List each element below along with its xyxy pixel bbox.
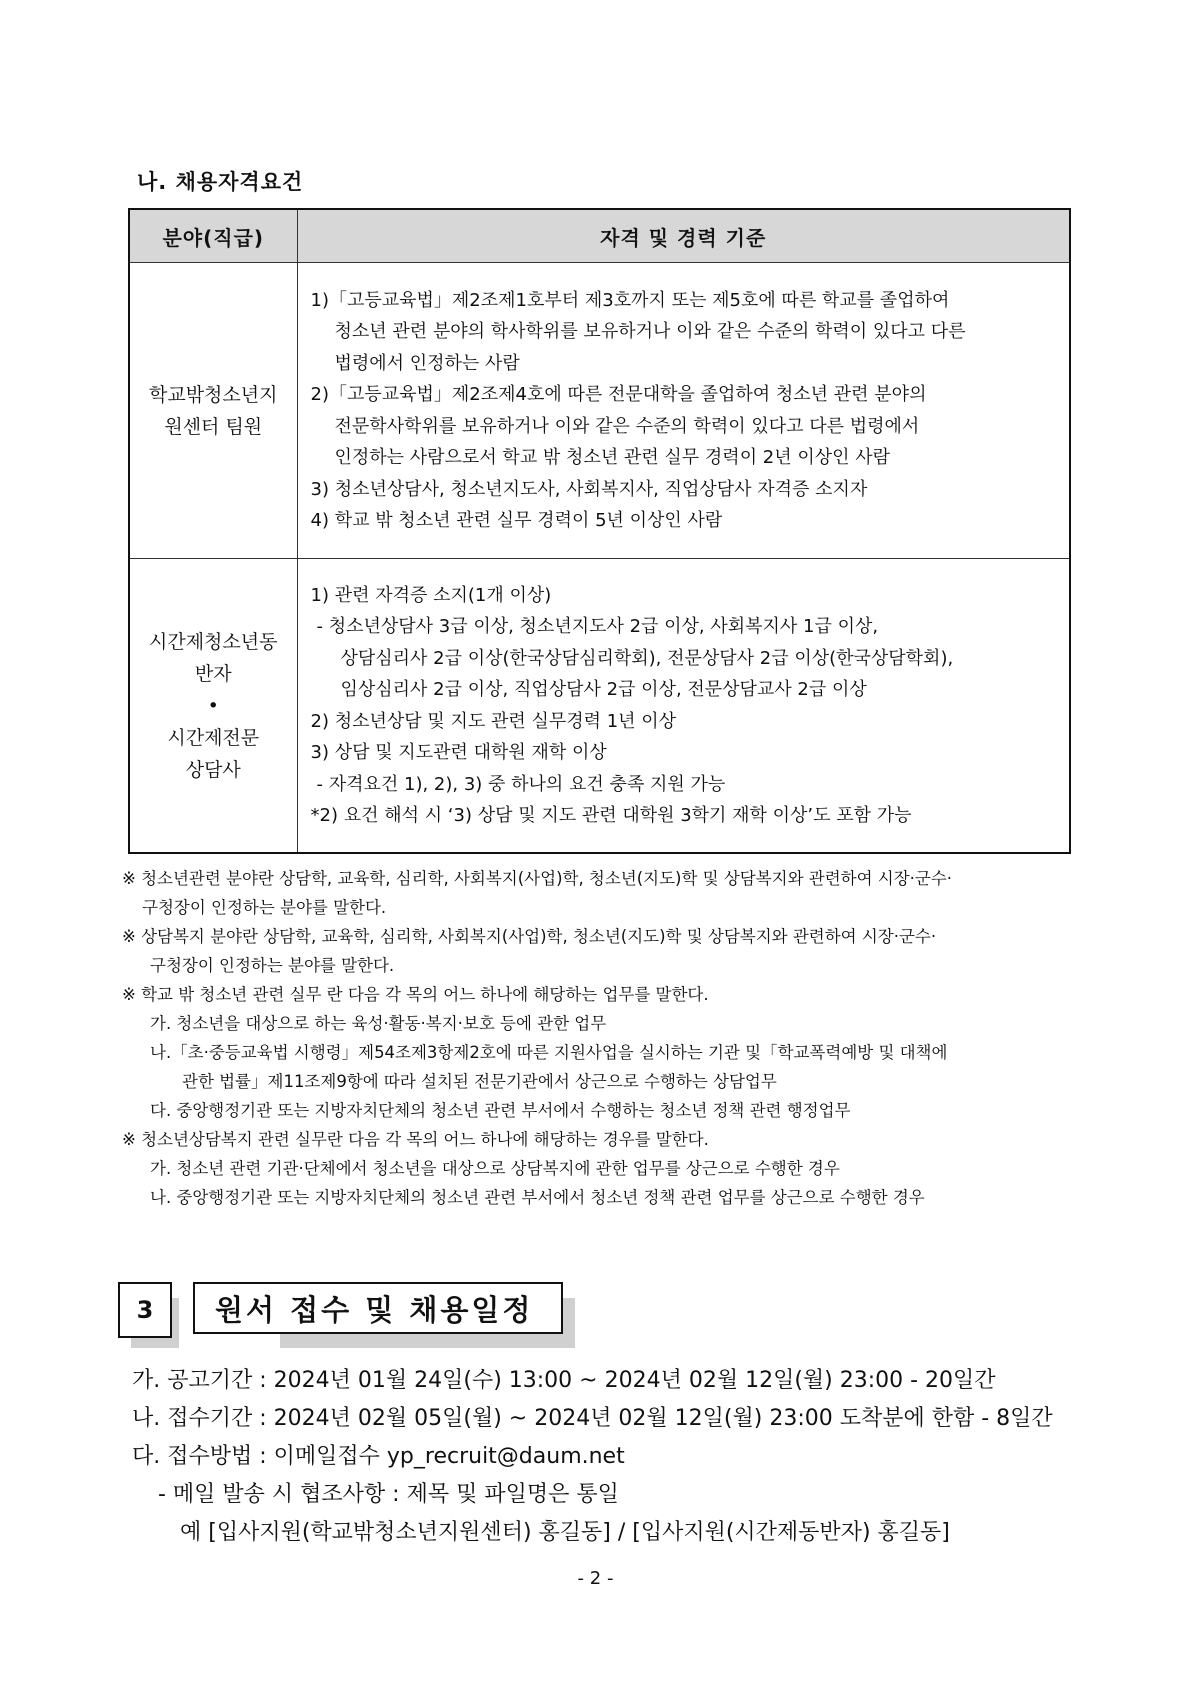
- schedule-line: 예 [입사지원(학교밖청소년지원센터) 홍길동] / [입사지원(시간제동반자) 홍길동]: [180, 1520, 950, 1545]
- table-header-row: [129, 209, 1070, 263]
- header-criteria: 자격 및 경력 기준: [297, 209, 1070, 263]
- section3-title: 원서 접수 및 채용일정: [193, 1282, 563, 1334]
- schedule-line: 다. 접수방법 : 이메일접수 yp_recruit@daum.net: [132, 1444, 625, 1469]
- field-bullet: •: [207, 694, 219, 717]
- criteria-line: 1)「고등교육법」제2조제1호부터 제3호까지 또는 제5호에 따른 학교를 졸업하여: [310, 289, 950, 311]
- criteria-line: 2) 청소년상담 및 지도 관련 실무경력 1년 이상: [310, 710, 677, 732]
- header-field: 분야(직급): [129, 209, 297, 263]
- notes: [122, 864, 1082, 1212]
- field-line: 시간제전문: [167, 726, 260, 749]
- criteria-line: 4) 학교 밖 청소년 관련 실무 경력이 5년 이상인 사람: [310, 510, 723, 531]
- field-line: 시간제청소년동: [149, 630, 278, 653]
- note-line: 나.「초·중등교육법 시행령」제54조제3항제2호에 따른 지원사업을 실시하는 기관 및「학교폭력예방 및 대책에: [150, 1043, 948, 1062]
- note-line: ※ 상담복지 분야란 상담학, 교육학, 심리학, 사회복지(사업)학, 청소년(지도)학 및 상담복지와 관련하여 시장·군수·: [122, 927, 937, 946]
- note-line: ※ 청소년상담복지 관련 실무란 다음 각 목의 어느 하나에 해당하는 경우를 말한다.: [122, 1130, 709, 1149]
- criteria-line: 청소년 관련 분야의 학사학위를 보유하거나 이와 같은 수준의 학력이 있다고 다른: [334, 321, 966, 342]
- criteria-line: 3) 청소년상담사, 청소년지도사, 사회복지사, 직업상담사 자격증 소지자: [310, 478, 868, 500]
- criteria-line: 인정하는 사람으로서 학교 밖 청소년 관련 실무 경력이 2년 이상인 사람: [334, 447, 891, 468]
- table-row: [129, 263, 1070, 559]
- field-line: 원센터 팀원: [164, 415, 263, 438]
- note-line: 구청장이 인정하는 분야를 말한다.: [142, 898, 387, 917]
- qualification-table: [128, 208, 1071, 854]
- criteria-line: 임상심리사 2급 이상, 직업상담사 2급 이상, 전문상담교사 2급 이상: [340, 679, 867, 700]
- section-title: 나. 채용자격요건: [137, 170, 304, 194]
- field-cell: [129, 263, 297, 559]
- criteria-line: 2)「고등교육법」제2조제4호에 따른 전문대학을 졸업하여 청소년 관련 분야의: [310, 384, 927, 405]
- field-line: 학교밖청소년지: [149, 383, 278, 406]
- table-row: [129, 559, 1070, 854]
- criteria-line: 3) 상담 및 지도관련 대학원 재학 이상: [310, 742, 607, 763]
- schedule-line: 가. 공고기간 : 2024년 01월 24일(수) 13:00 ~ 2024년 02월 12일(월) 23:00 - 20일간: [132, 1368, 996, 1393]
- schedule-line: 나. 접수기간 : 2024년 02월 05일(월) ~ 2024년 02월 12일(월) 23:00 도착분에 한함 - 8일간: [132, 1406, 1053, 1431]
- section-number: 3: [118, 1282, 172, 1338]
- note-line: 다. 중앙행정기관 또는 지방자치단체의 청소년 관련 부서에서 수행하는 청소년 정책 관련 행정업무: [150, 1101, 851, 1120]
- criteria-line: - 청소년상담사 3급 이상, 청소년지도사 2급 이상, 사회복지사 1급 이상,: [316, 616, 879, 637]
- criteria-line: 법령에서 인정하는 사람: [334, 352, 520, 374]
- criteria-cell: [297, 559, 1070, 854]
- page-number: - 2 -: [577, 1568, 614, 1589]
- note-line: 나. 중앙행정기관 또는 지방자치단체의 청소년 관련 부서에서 청소년 정책 관련 업무를 상근으로 수행한 경우: [150, 1188, 925, 1207]
- note-line: 관한 법률」제11조제9항에 따라 설치된 전문기관에서 상근으로 수행하는 상담업무: [182, 1072, 777, 1091]
- field-line: 상담사: [185, 758, 241, 781]
- note-line: 가. 청소년 관련 기관·단체에서 청소년을 대상으로 상담복지에 관한 업무를 상근으로 수행한 경우: [150, 1159, 840, 1178]
- criteria-line: 상담심리사 2급 이상(한국상담심리학회), 전문상담사 2급 이상(한국상담학회),: [340, 647, 954, 669]
- criteria-line: 전문학사학위를 보유하거나 이와 같은 수준의 학력이 있다고 다른 법령에서: [334, 415, 920, 437]
- field-line: 반자: [194, 662, 232, 685]
- criteria-line: 1) 관련 자격증 소지(1개 이상): [310, 584, 552, 606]
- field-cell: [129, 559, 297, 854]
- note-line: 가. 청소년을 대상으로 하는 육성·활동·복지·보호 등에 관한 업무: [150, 1014, 607, 1033]
- note-line: ※ 학교 밖 청소년 관련 실무 란 다음 각 목의 어느 하나에 해당하는 업무를 말한다.: [122, 985, 709, 1004]
- schedule-line: - 메일 발송 시 협조사항 : 제목 및 파일명은 통일: [158, 1482, 619, 1507]
- criteria-cell: [297, 263, 1070, 559]
- schedule: [132, 1362, 1053, 1552]
- note-line: 구청장이 인정하는 분야를 말한다.: [150, 956, 395, 975]
- note-line: ※ 청소년관련 분야란 상담학, 교육학, 심리학, 사회복지(사업)학, 청소년(지도)학 및 상담복지와 관련하여 시장·군수·: [122, 869, 953, 888]
- criteria-line: - 자격요건 1), 2), 3) 중 하나의 요건 충족 지원 가능: [316, 773, 726, 795]
- criteria-line: *2) 요건 해석 시 ‘3) 상담 및 지도 관련 대학원 3학기 재학 이상’도 포함 가능: [310, 805, 912, 826]
